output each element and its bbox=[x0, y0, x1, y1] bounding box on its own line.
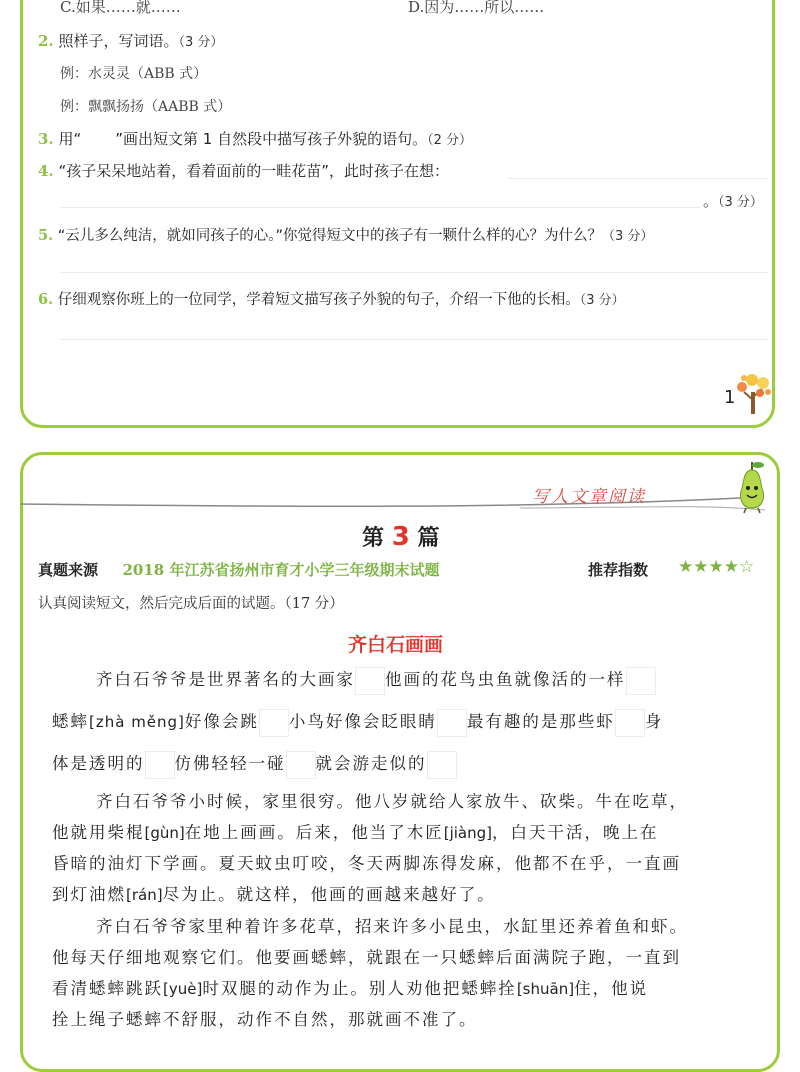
paragraph-3-line-4: 拴上绳子蟋蟀不舒服，动作不自然，那就画不准了。 bbox=[52, 1010, 478, 1029]
question-3: 3. 用“ ”画出短文第 1 自然段中描写孩子外貌的语句。（2 分） bbox=[38, 130, 472, 148]
punctuation-box[interactable] bbox=[259, 709, 289, 737]
question-2: 2. 照样子，写词语。（3 分） bbox=[38, 32, 224, 50]
example-1: 例：水灵灵（ABB 式） bbox=[60, 66, 208, 82]
paragraph-3-line-2: 他每天仔细地观察它们。他要画蟋蟀，就跟在一只蟋蟀后面满院子跑，一直到 bbox=[52, 948, 681, 967]
paragraph-1-line-3: 体是透明的 仿佛轻轻一碰 就会游走似的 bbox=[52, 750, 457, 779]
punctuation-box[interactable] bbox=[355, 667, 385, 695]
section-title: 第 3 篇 bbox=[362, 522, 440, 552]
paragraph-1-line-2: 蟋蟀[zhà měng]好像会跳 小鸟好像会眨眼睛 最有趣的是那些虾 身 bbox=[52, 708, 663, 737]
question-6: 6. 仔细观察你班上的一位同学，学着短文描写孩子外貌的句子，介绍一下他的长相。（3 分） bbox=[38, 291, 625, 308]
pear-mascot-icon bbox=[732, 458, 772, 514]
punctuation-box[interactable] bbox=[626, 667, 656, 695]
paragraph-2-line-4: 到灯油燃[rán]尽为止。就这样，他画的画越来越好了。 bbox=[52, 885, 496, 904]
option-c: C.如果……就…… bbox=[60, 0, 181, 16]
article-title: 齐白石画画 bbox=[348, 634, 444, 656]
answer-line bbox=[508, 178, 768, 179]
section-banner: 写人文章阅读 bbox=[532, 487, 646, 507]
option-d: D.因为……所以…… bbox=[408, 0, 545, 16]
header-divider bbox=[20, 470, 780, 520]
paragraph-1-line-1: 齐白石爷爷是世界著名的大画家 他画的花鸟虫鱼就像活的一样 bbox=[96, 666, 656, 695]
paragraph-2-line-1: 齐白石爷爷小时候，家里很穷。他八岁就给人家放牛、砍柴。牛在吃草， bbox=[96, 792, 688, 811]
paragraph-2-line-2: 他就用柴棍[gùn]在地上画画。后来，他当了木匠[jiàng]，白天干活，晚上在 bbox=[52, 823, 659, 842]
punctuation-box[interactable] bbox=[286, 751, 316, 779]
answer-line bbox=[60, 339, 768, 340]
rating-stars: ★★★★☆ bbox=[678, 557, 755, 577]
paragraph-2-line-3: 昏暗的油灯下学画。夏天蚊虫叮咬，冬天两脚冻得发麻，他都不在乎，一直画 bbox=[52, 854, 681, 873]
answer-line bbox=[60, 207, 700, 208]
instruction: 认真阅读短文，然后完成后面的试题。（17 分） bbox=[38, 596, 344, 612]
paragraph-3-line-3: 看清蟋蟀跳跃[yuè]时双腿的动作为止。别人劝他把蟋蟀拴[shuān]住，他说 bbox=[52, 979, 649, 998]
punctuation-box[interactable] bbox=[145, 751, 175, 779]
example-2: 例：飘飘扬扬（AABB 式） bbox=[60, 99, 232, 115]
question-4-end: 。（3 分） bbox=[703, 192, 763, 210]
tree-icon bbox=[732, 370, 774, 416]
page-number: 1 bbox=[724, 387, 736, 408]
recommend-label: 推荐指数 bbox=[588, 561, 649, 579]
paragraph-3-line-1: 齐白石爷爷家里种着许多花草，招来许多小昆虫，水缸里还养着鱼和虾。 bbox=[96, 917, 688, 936]
question-5: 5. “云儿多么纯洁，就如同孩子的心。”你觉得短文中的孩子有一颗什么样的心？为什么？（3 分） bbox=[38, 227, 654, 244]
punctuation-box[interactable] bbox=[427, 751, 457, 779]
punctuation-box[interactable] bbox=[615, 709, 645, 737]
source-line: 真题来源 2018 年江苏省扬州市育才小学三年级期末试题 bbox=[38, 561, 440, 579]
punctuation-box[interactable] bbox=[437, 709, 467, 737]
answer-line bbox=[60, 272, 768, 273]
question-4: 4. “孩子呆呆地站着，看着面前的一畦花苗”，此时孩子在想： bbox=[38, 162, 449, 180]
